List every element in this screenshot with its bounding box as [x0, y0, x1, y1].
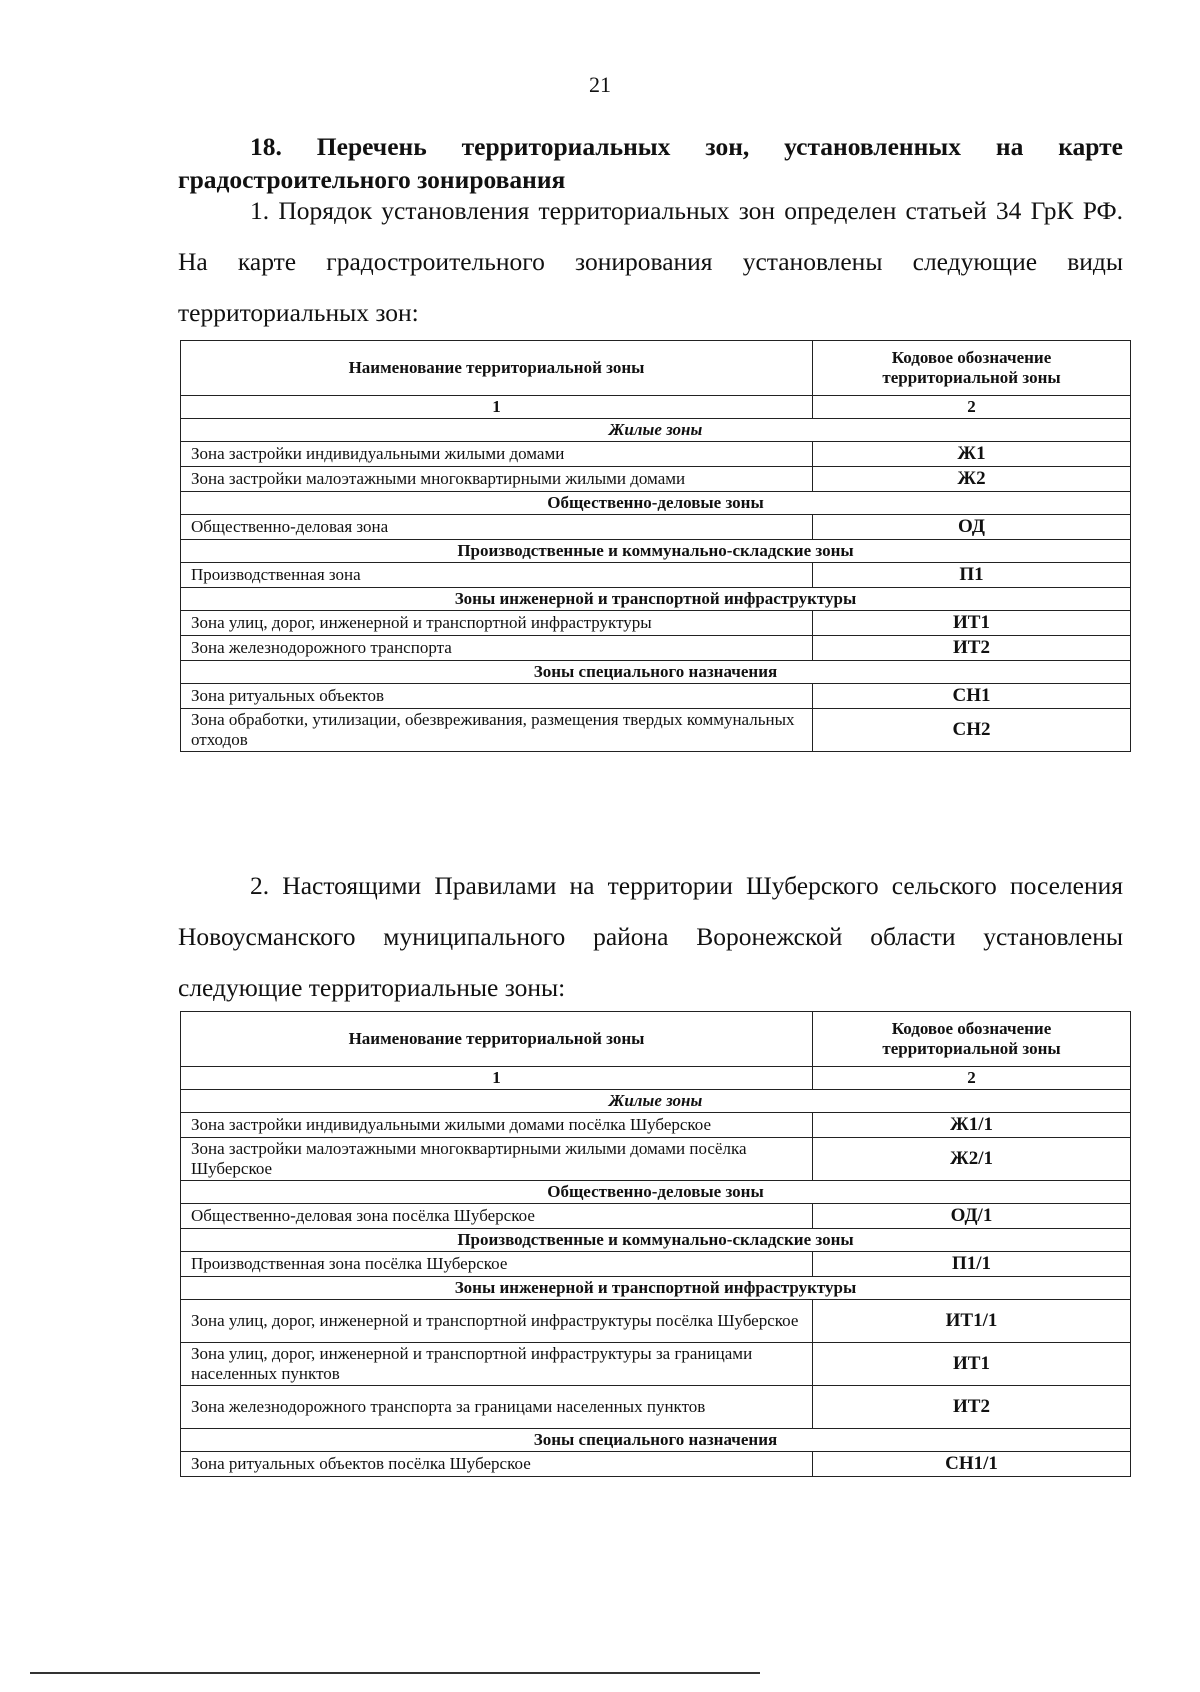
section-title: Общественно-деловые зоны: [181, 492, 1131, 515]
section-row: [181, 588, 1131, 611]
table-header-row: [181, 1012, 1131, 1067]
zone-name: Зона застройки малоэтажными многоквартирными жилыми домами: [181, 467, 813, 492]
section-row: [181, 1181, 1131, 1204]
zone-name: Зона ритуальных объектов: [181, 684, 813, 709]
zone-name: Зона железнодорожного транспорта: [181, 636, 813, 661]
table-row: [181, 1386, 1131, 1429]
zone-code: ОД/1: [813, 1204, 1131, 1229]
section-row: [181, 1229, 1131, 1252]
zone-name: Зона застройки малоэтажными многоквартирными жилыми домами посёлка Шуберское: [181, 1138, 813, 1181]
table-row: [181, 563, 1131, 588]
zone-code: П1/1: [813, 1252, 1131, 1277]
column-number-row: [181, 1067, 1131, 1090]
zone-code: ИТ1/1: [813, 1300, 1131, 1343]
zone-code: ИТ1: [813, 611, 1131, 636]
zone-code: ОД: [813, 515, 1131, 540]
header-zone-name: Наименование территориальной зоны: [181, 1012, 813, 1067]
table-header-row: [181, 341, 1131, 396]
table-row: [181, 1252, 1131, 1277]
table-row: [181, 1113, 1131, 1138]
section-title: Производственные и коммунально-складские зоны: [181, 540, 1131, 563]
table-row: [181, 709, 1131, 752]
section-title: Производственные и коммунально-складские зоны: [181, 1229, 1131, 1252]
zone-name: Зона застройки индивидуальными жилыми домами посёлка Шуберское: [181, 1113, 813, 1138]
section-title: Зоны специального назначения: [181, 661, 1131, 684]
zones-table-1: [180, 340, 1131, 752]
column-number-row: [181, 396, 1131, 419]
paragraph-1: 1. Порядок установления территориальных зон определен статьей 34 ГрК РФ. На карте градостроительного зонирования установлены следующие виды территориальных зон:: [178, 196, 1123, 327]
zone-name: Производственная зона посёлка Шуберское: [181, 1252, 813, 1277]
zone-code: Ж2: [813, 467, 1131, 492]
table-row: [181, 1343, 1131, 1386]
column-number-2: 2: [813, 1067, 1131, 1090]
zone-name: Зона улиц, дорог, инженерной и транспортной инфраструктуры посёлка Шуберское: [181, 1300, 813, 1343]
section-row: [181, 540, 1131, 563]
zone-code: СН1/1: [813, 1452, 1131, 1477]
column-number-1: 1: [181, 1067, 813, 1090]
table-row: [181, 611, 1131, 636]
zone-code: Ж2/1: [813, 1138, 1131, 1181]
section-row: [181, 1277, 1131, 1300]
zone-code: Ж1: [813, 442, 1131, 467]
header-zone-code: Кодовое обозначение территориальной зоны: [813, 1012, 1131, 1067]
section-title: Зоны инженерной и транспортной инфраструктуры: [181, 1277, 1131, 1300]
header-zone-code: Кодовое обозначение территориальной зоны: [813, 341, 1131, 396]
zone-code: ИТ2: [813, 636, 1131, 661]
section-title: Зоны специального назначения: [181, 1429, 1131, 1452]
zone-name: Производственная зона: [181, 563, 813, 588]
zone-code: СН1: [813, 684, 1131, 709]
section-title: Общественно-деловые зоны: [181, 1181, 1131, 1204]
table-row: [181, 1204, 1131, 1229]
table-row: [181, 1452, 1131, 1477]
zone-name: Общественно-деловая зона посёлка Шуберское: [181, 1204, 813, 1229]
page-number: 21: [589, 72, 611, 97]
table-row: [181, 515, 1131, 540]
section-row: [181, 1429, 1131, 1452]
zone-code: П1: [813, 563, 1131, 588]
paragraph-2: 2. Настоящими Правилами на территории Шуберского сельского поселения Новоусманского муниципального района Воронежской области установлены следующие территориальные зоны:: [178, 871, 1123, 1002]
zones-table-2: [180, 1011, 1131, 1477]
table-body: [181, 419, 1131, 752]
zone-name: Зона улиц, дорог, инженерной и транспортной инфраструктуры: [181, 611, 813, 636]
column-number-2: 2: [813, 396, 1131, 419]
table-row: [181, 1300, 1131, 1343]
table-row: [181, 684, 1131, 709]
table-row: [181, 636, 1131, 661]
section-title: Жилые зоны: [181, 419, 1131, 442]
footer-rule: [30, 1672, 760, 1674]
section-title: Зоны инженерной и транспортной инфраструктуры: [181, 588, 1131, 611]
zone-name: Зона ритуальных объектов посёлка Шуберское: [181, 1452, 813, 1477]
zone-name: Зона застройки индивидуальными жилыми домами: [181, 442, 813, 467]
zone-name: Зона железнодорожного транспорта за границами населенных пунктов: [181, 1386, 813, 1429]
table-row: [181, 442, 1131, 467]
zone-name: Зона обработки, утилизации, обезвреживания, размещения твердых коммунальных отходов: [181, 709, 813, 752]
section-heading: 18. Перечень территориальных зон, установленных на карте градостроительного зонирования: [178, 132, 1123, 194]
section-row: [181, 492, 1131, 515]
section-row: [181, 419, 1131, 442]
table-body: [181, 1090, 1131, 1477]
zone-code: СН2: [813, 709, 1131, 752]
zone-code: ИТ1: [813, 1343, 1131, 1386]
zone-name: Зона улиц, дорог, инженерной и транспортной инфраструктуры за границами населенных пунктов: [181, 1343, 813, 1386]
table-row: [181, 467, 1131, 492]
header-zone-name: Наименование территориальной зоны: [181, 341, 813, 396]
table-row: [181, 1138, 1131, 1181]
section-row: [181, 661, 1131, 684]
zone-name: Общественно-деловая зона: [181, 515, 813, 540]
column-number-1: 1: [181, 396, 813, 419]
zone-code: Ж1/1: [813, 1113, 1131, 1138]
zone-code: ИТ2: [813, 1386, 1131, 1429]
section-title: Жилые зоны: [181, 1090, 1131, 1113]
section-row: [181, 1090, 1131, 1113]
